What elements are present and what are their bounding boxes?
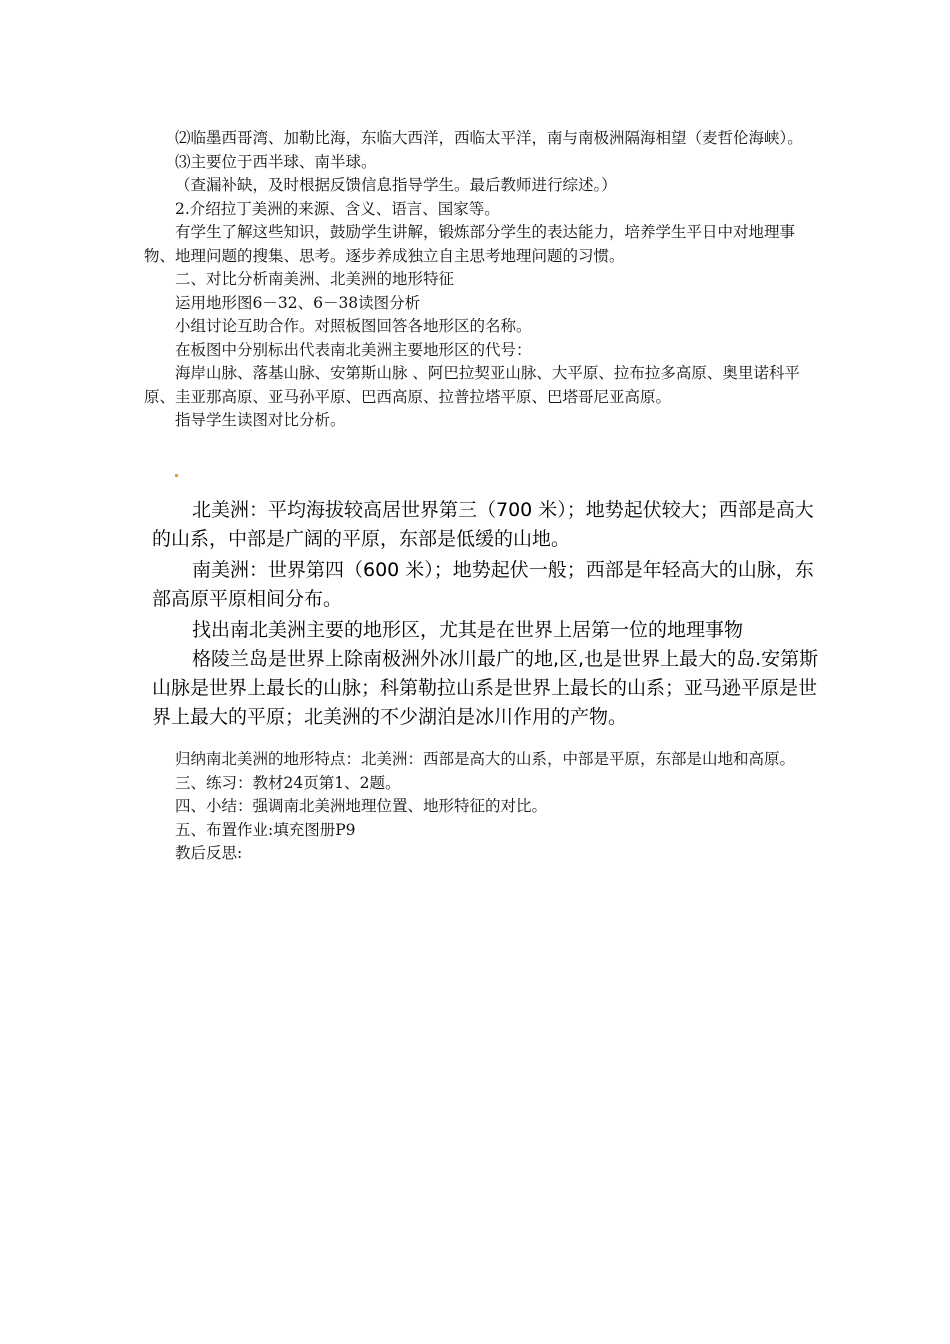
paragraph-summary-terrain: 归纳南北美洲的地形特点：北美洲：西部是高大的山系，中部是平原，东部是山地和高原。 — [175, 750, 796, 768]
paragraph-board-codes: 在板图中分别标出代表南北美洲主要地形区的代号： — [175, 340, 532, 359]
paragraph-landform-list: 海岸山脉、落基山脉、安第斯山脉 、阿巴拉契亚山脉、大平原、拉布拉多高原、奥里诺科平原、圭亚那高原、亚马孙平原、巴西高原、拉普拉塔平原、巴塔哥尼亚高原。 — [144, 364, 800, 406]
find-landforms-instruction: 找出南北美洲主要的地形区，尤其是在世界上居第一位的地理事物 — [192, 619, 744, 641]
paragraph-teacher-note: （查漏补缺，及时根据反馈信息指导学生。最后教师进行综述。） — [175, 176, 617, 194]
south-america-summary: 南美洲：世界第四（600 米）；地势起伏一般；西部是年轻高大的山脉，东部高原平原相间分布。 — [152, 559, 814, 610]
north-america-summary: 北美洲：平均海拔较高居世界第三（700 米）；地势起伏较大；西部是高大的山系，中部是广阔的平原，东部是低缓的山地。 — [152, 499, 814, 550]
heading-reflection: 教后反思: — [175, 844, 243, 862]
lesson-section-a — [144, 127, 816, 433]
paragraph-map-analysis: 运用地形图6－32、6－38读图分析 — [175, 293, 421, 312]
paragraph-location: ⑵临墨西哥湾、加勒比海，东临大西洋，西临太平洋，南与南极洲隔海相望（麦哲伦海峡）。 — [175, 129, 803, 147]
heading-summary: 四、小结：强调南北美洲地理位置、地形特征的对比。 — [175, 797, 548, 815]
paragraph-group-discussion: 小组讨论互助合作。对照板图回答各地形区的名称。 — [175, 317, 532, 335]
edit-marker — [175, 474, 178, 477]
board-summary — [152, 496, 824, 732]
heading-practice: 三、练习：教材24页第1、2题。 — [175, 773, 401, 792]
paragraph-hemisphere: ⑶主要位于西半球、南半球。 — [175, 152, 377, 171]
paragraph-guide-reading: 指导学生读图对比分析。 — [175, 411, 346, 429]
heading-terrain-comparison: 二、对比分析南美洲、北美洲的地形特征 — [175, 270, 455, 288]
heading-homework: 五、布置作业:填充图册P9 — [175, 820, 356, 839]
paragraph-student-activity: 有学生了解这些知识，鼓励学生讲解，锻炼部分学生的表达能力，培养学生平日中对地理事物、地理问题的搜集、思考。逐步养成独立自主思考地理问题的习惯。 — [144, 223, 796, 265]
world-records-facts: 格陵兰岛是世界上除南极洲外冰川最广的地,区,也是世界上最大的岛.安第斯山脉是世界上最长的山脉；科第勒拉山系是世界上最长的山系；亚马逊平原是世界上最大的平原；北美洲的不少湖泊是冰川作用的产物。 — [152, 648, 819, 728]
lesson-section-b — [144, 748, 816, 866]
paragraph-latin-america: 2.介绍拉丁美洲的来源、含义、语言、国家等。 — [175, 199, 500, 218]
